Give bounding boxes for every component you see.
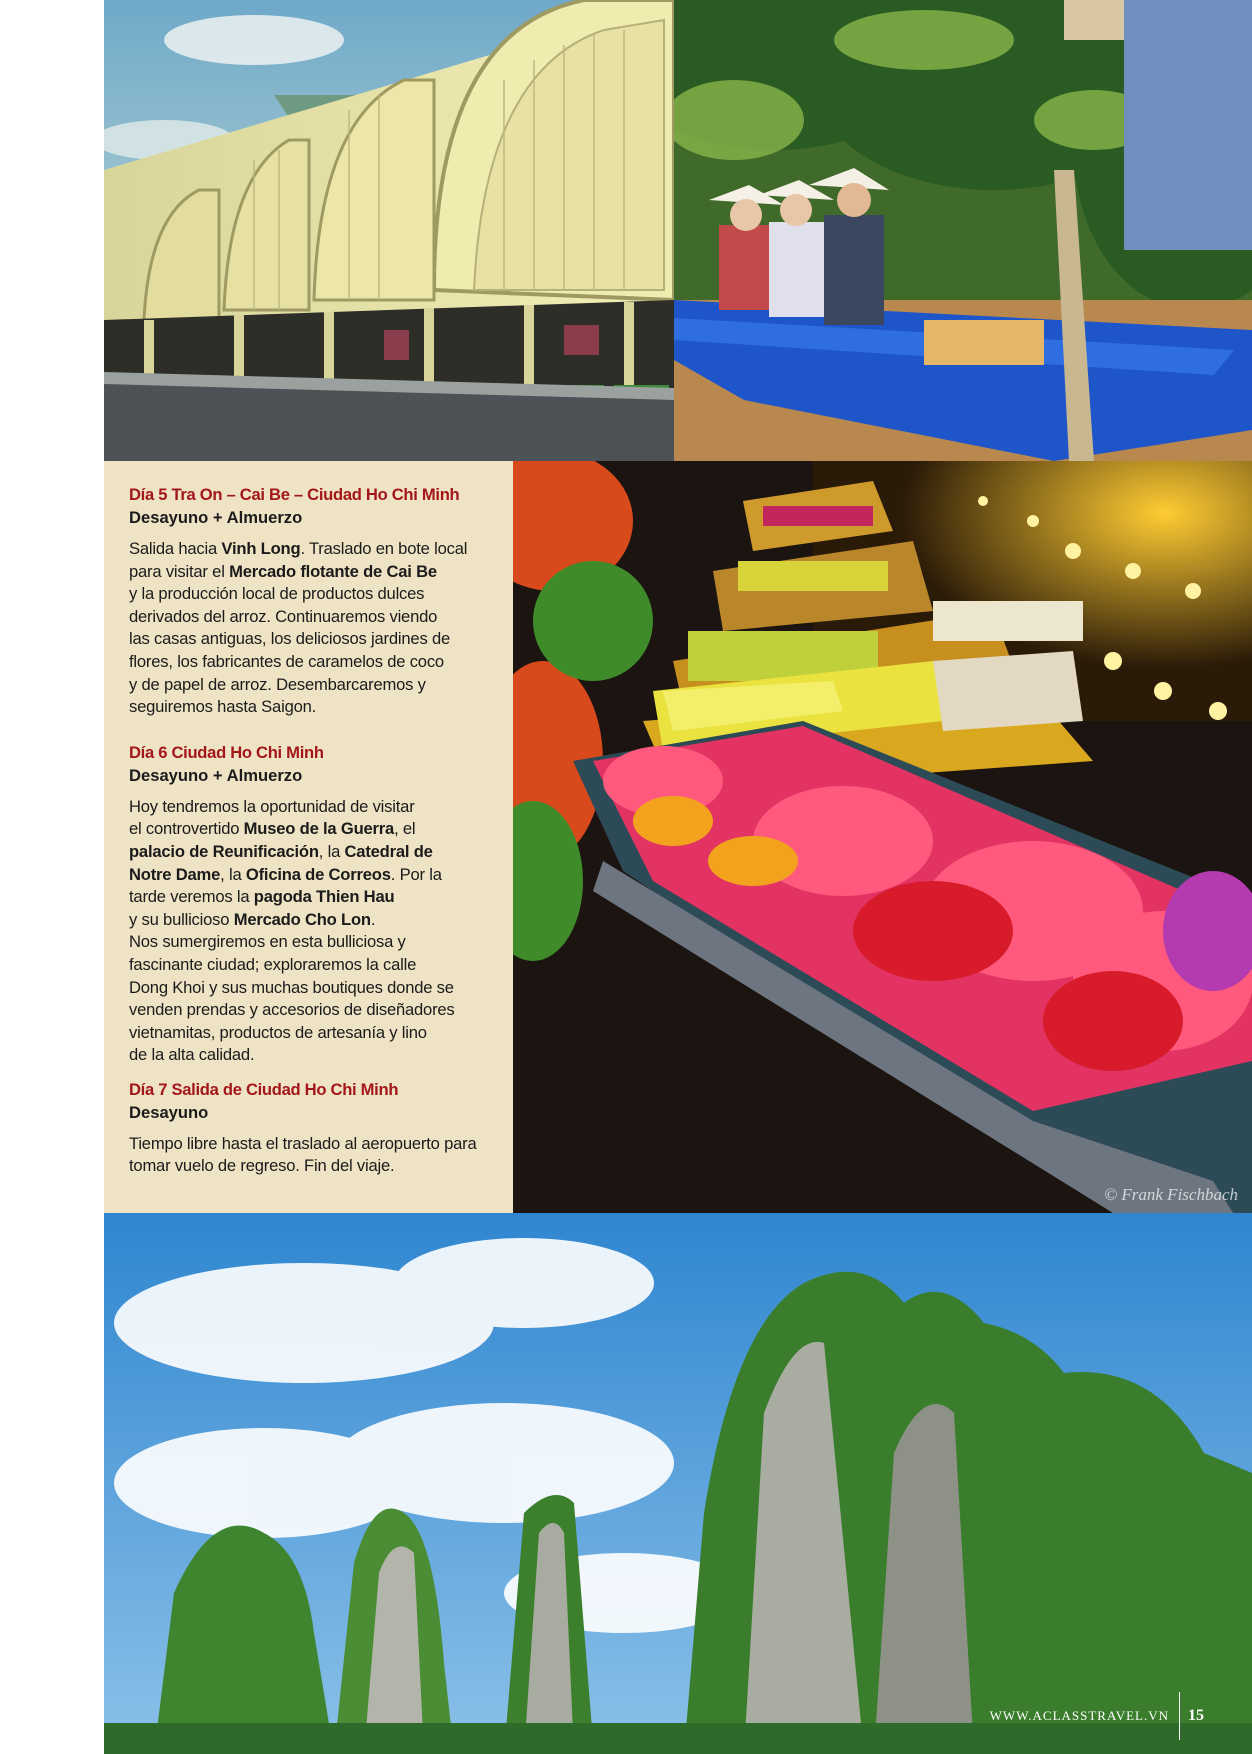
day-6-section (129, 741, 497, 1067)
day-7-title: Día 7 Salida de Ciudad Ho Chi Minh (129, 1079, 399, 1099)
day-5-title: Día 5 Tra On – Cai Be – Ciudad Ho Chi Minh (129, 485, 460, 504)
halong-bay-photo (104, 1213, 1252, 1754)
day-7-description: Tiempo libre hasta el traslado al aeropuerto para tomar vuelo de regreso. Fin del viaje. (129, 1133, 477, 1176)
market-hall-photo (104, 0, 674, 461)
day-5-description: Salida hacia Vinh Long. Traslado en bote local para visitar el Mercado flotante de Cai Be y la producción local de productos dulces derivados del arroz. Continuaremos viendo las casas antiguas, los deliciosos jardines de flores, los fabricantes de caramelos de coco y de papel de arroz. Desembarcaremos y seguiremos hasta Saigon. (129, 539, 468, 717)
day-7-section (129, 1078, 497, 1178)
day-6-description: Hoy tendremos la oportunidad de visitar el controvertido Museo de la Guerra, el palacio de Reunificación, la Catedral de Notre Dame, la Oficina de Correos. Por la tarde veremos la pagoda Thien Hau y su bullicioso Mercado Cho Lon. Nos sumergiremos en esta bulliciosa y fascinante ciudad; exploraremos la calle Dong Khoi y sus muchas boutiques donde se venden prendas y accesorios de diseñadores vietnamitas, productos de artesanía y lino de la alta calidad. (129, 796, 455, 1065)
itinerary-panel (104, 461, 513, 1213)
mekong-boat-photo (674, 0, 1252, 461)
photo-credit: © Frank Fischbach (1104, 1185, 1238, 1204)
day-6-meals: Desayuno + Almuerzo (129, 765, 303, 785)
day-5-meals: Desayuno + Almuerzo (129, 508, 303, 527)
day-5-section (129, 483, 497, 719)
footer-divider (1179, 1692, 1180, 1740)
day-7-meals: Desayuno (129, 1102, 209, 1122)
website-url: WWW.ACLASSTRAVEL.VN (989, 1708, 1169, 1723)
page-number: 15 (1188, 1707, 1204, 1724)
page-footer (990, 1692, 1204, 1740)
day-6-title: Día 6 Ciudad Ho Chi Minh (129, 742, 324, 762)
flower-boats-photo (513, 461, 1252, 1213)
